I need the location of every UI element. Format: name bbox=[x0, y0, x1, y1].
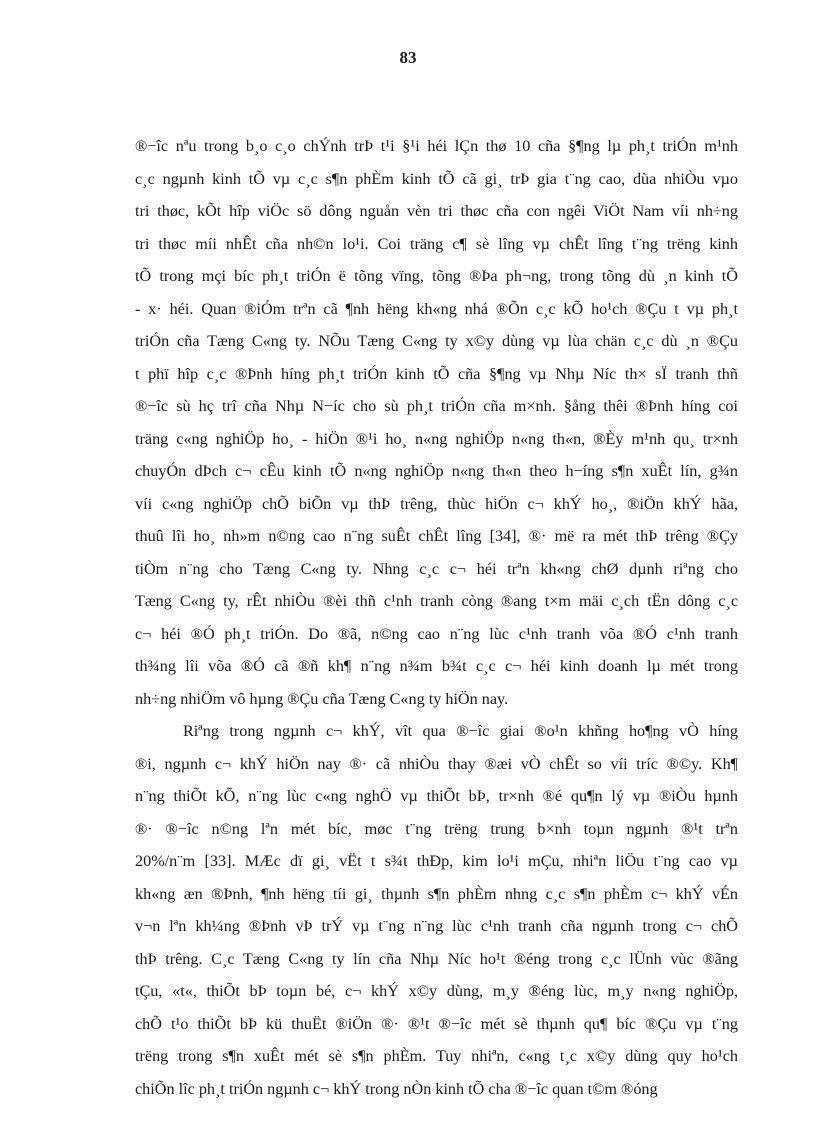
text-line: ®−îc sù hç trî cña Nhµ N−íc cho sù ph¸t triÓn cña m×nh. §ång thêi ®Þnh híng coi bbox=[135, 397, 738, 415]
text-line: thuû lîi ho¸ nh»m n©ng cao n¨ng suÊt chÊt lîng [34], ®· më ra mét thÞ trêng ®Çy bbox=[135, 527, 738, 545]
text-line: ®i, ngµnh c¬ khÝ hiÖn nay ®· cã nhiÒu thay ®æi vÒ chÊt so víi tríc ®©y. Kh¶ bbox=[135, 754, 738, 773]
page-number: 83 bbox=[399, 48, 417, 67]
text-line: tri thøc míi nhÊt cña nh©n lo¹i. Coi träng c¶ sè lîng vµ chÊt lîng t¨ng trëng kinh bbox=[135, 234, 738, 253]
text-line: nh÷ng nhiÖm vô hµng ®Çu cña Tæng C«ng ty hiÖn nay. bbox=[135, 689, 509, 708]
text-line: víi c«ng nghiÖp chÕ biÕn vµ thÞ trêng, thùc hiÖn c¬ khÝ ho¸, ®iÖn khÝ hãa, bbox=[135, 494, 738, 513]
text-line: c¸c ngµnh kinh tÕ vµ c¸c s¶n phÈm kinh tÕ cã gi¸ trÞ gia t¨ng cao, dùa nhiÒu vµo bbox=[135, 169, 738, 188]
text-line: Riªng trong ngµnh c¬ khÝ, vît qua ®−îc giai ®o¹n khñng ho¶ng vÒ híng bbox=[183, 722, 738, 740]
text-line: chuyÓn dÞch c¬ cÊu kinh tÕ n«ng nghiÖp n«ng th«n theo h−íng s¶n xuÊt lín, g¾n bbox=[135, 462, 738, 480]
body-text bbox=[135, 130, 738, 1105]
text-line: träng c«ng nghiÖp ho¸ - hiÖn ®¹i ho¸ n«ng nghiÖp n«ng th«n, ®Èy m¹nh qu¸ tr×nh bbox=[135, 429, 738, 448]
text-line: thÞ trêng. C¸c Tæng C«ng ty lín cña Nhµ Níc ho¹t ®éng trong c¸c lÜnh vùc ®ãng bbox=[135, 949, 738, 968]
text-line: tri thøc, kÕt hîp viÖc sö dông nguån vèn tri thøc cña con ngêi ViÖt Nam víi nh÷ng bbox=[135, 202, 738, 220]
text-line: trëng trong s¶n xuÊt mét sè s¶n phÈm. Tuy nhiªn, c«ng t¸c x©y dùng quy ho¹ch bbox=[135, 1047, 738, 1065]
text-line: n¨ng thiÕt kÕ, n¨ng lùc c«ng nghÖ vµ thiÕt bÞ, tr×nh ®é qu¶n lý vµ ®iÒu hµnh bbox=[135, 787, 738, 805]
text-line: triÓn cña Tæng C«ng ty. NÕu Tæng C«ng ty x©y dùng vµ lùa chän c¸c dù ¸n ®Çu bbox=[135, 332, 738, 350]
text-line: 20%/n¨m [33]. MÆc dï gi¸ vËt t s¾t thÐp, kim lo¹i mÇu, nhiªn liÖu t¨ng cao vµ bbox=[135, 852, 738, 870]
text-line: kh«ng æn ®Þnh, ¶nh hëng tíi gi¸ thµnh s¶n phÈm nhng c¸c s¶n phÈm c¬ khÝ vÉn bbox=[135, 884, 738, 903]
text-line: v¬n lªn kh¼ng ®Þnh vÞ trÝ vµ t¨ng n¨ng lùc c¹nh tranh cña ngµnh trong c¬ chÕ bbox=[135, 917, 738, 935]
text-line: th¾ng lîi võa ®Ó cã ®ñ kh¶ n¨ng n¾m b¾t c¸c c¬ héi kinh doanh lµ mét trong bbox=[135, 657, 738, 675]
text-line: chÕ t¹o thiÕt bÞ kü thuËt ®iÖn ®· ®¹t ®−îc mét sè thµnh qu¶ bíc ®Çu vµ t¨ng bbox=[135, 1014, 738, 1033]
text-line: tÇu, «t«, thiÕt bÞ toµn bé, c¬ khÝ x©y dùng, m¸y ®éng lùc, m¸y n«ng nghiÖp, bbox=[135, 982, 738, 1000]
text-line: Tæng C«ng ty, rÊt nhiÒu ®èi thñ c¹nh tranh còng ®ang t×m mäi c¸ch tËn dông c¸c bbox=[135, 592, 738, 610]
text-line: ®· ®−îc n©ng lªn mét bíc, møc t¨ng trëng trung b×nh toµn ngµnh ®¹t trªn bbox=[135, 819, 738, 838]
text-line: c¬ héi ®Ó ph¸t triÓn. Do ®ã, n©ng cao n¨ng lùc c¹nh tranh võa ®Ó c¹nh tranh bbox=[135, 624, 738, 643]
text-line: chiÕn lîc ph¸t triÓn ngµnh c¬ khÝ trong nÒn kinh tÕ cha ®−îc quan t©m ®óng bbox=[135, 1079, 658, 1098]
paragraph bbox=[135, 715, 738, 1105]
text-line: tiÒm n¨ng cho Tæng C«ng ty. Nhng c¸c c¬ héi trªn kh«ng chØ dµnh riªng cho bbox=[135, 559, 738, 578]
text-line: ®−îc nªu trong b¸o c¸o chÝnh trÞ t¹i §¹i héi lÇn thø 10 cña §¶ng lµ ph¸t triÓn m¹nh bbox=[135, 137, 738, 155]
text-line: t phï hîp c¸c ®Þnh híng ph¸t triÓn kinh tÕ cña §¶ng vµ Nhµ Níc th× sÏ tranh thñ bbox=[135, 364, 738, 383]
paragraph bbox=[135, 130, 738, 715]
text-line: tÕ trong mçi bíc ph¸t triÓn ë tõng vïng, tõng ®Þa ph¬ng, trong tõng dù ¸n kinh tÕ bbox=[135, 267, 738, 285]
text-line: - x· héi. Quan ®iÓm trªn cã ¶nh hëng kh«ng nhá ®Õn c¸c kÕ ho¹ch ®Çu t vµ ph¸t bbox=[135, 299, 738, 318]
